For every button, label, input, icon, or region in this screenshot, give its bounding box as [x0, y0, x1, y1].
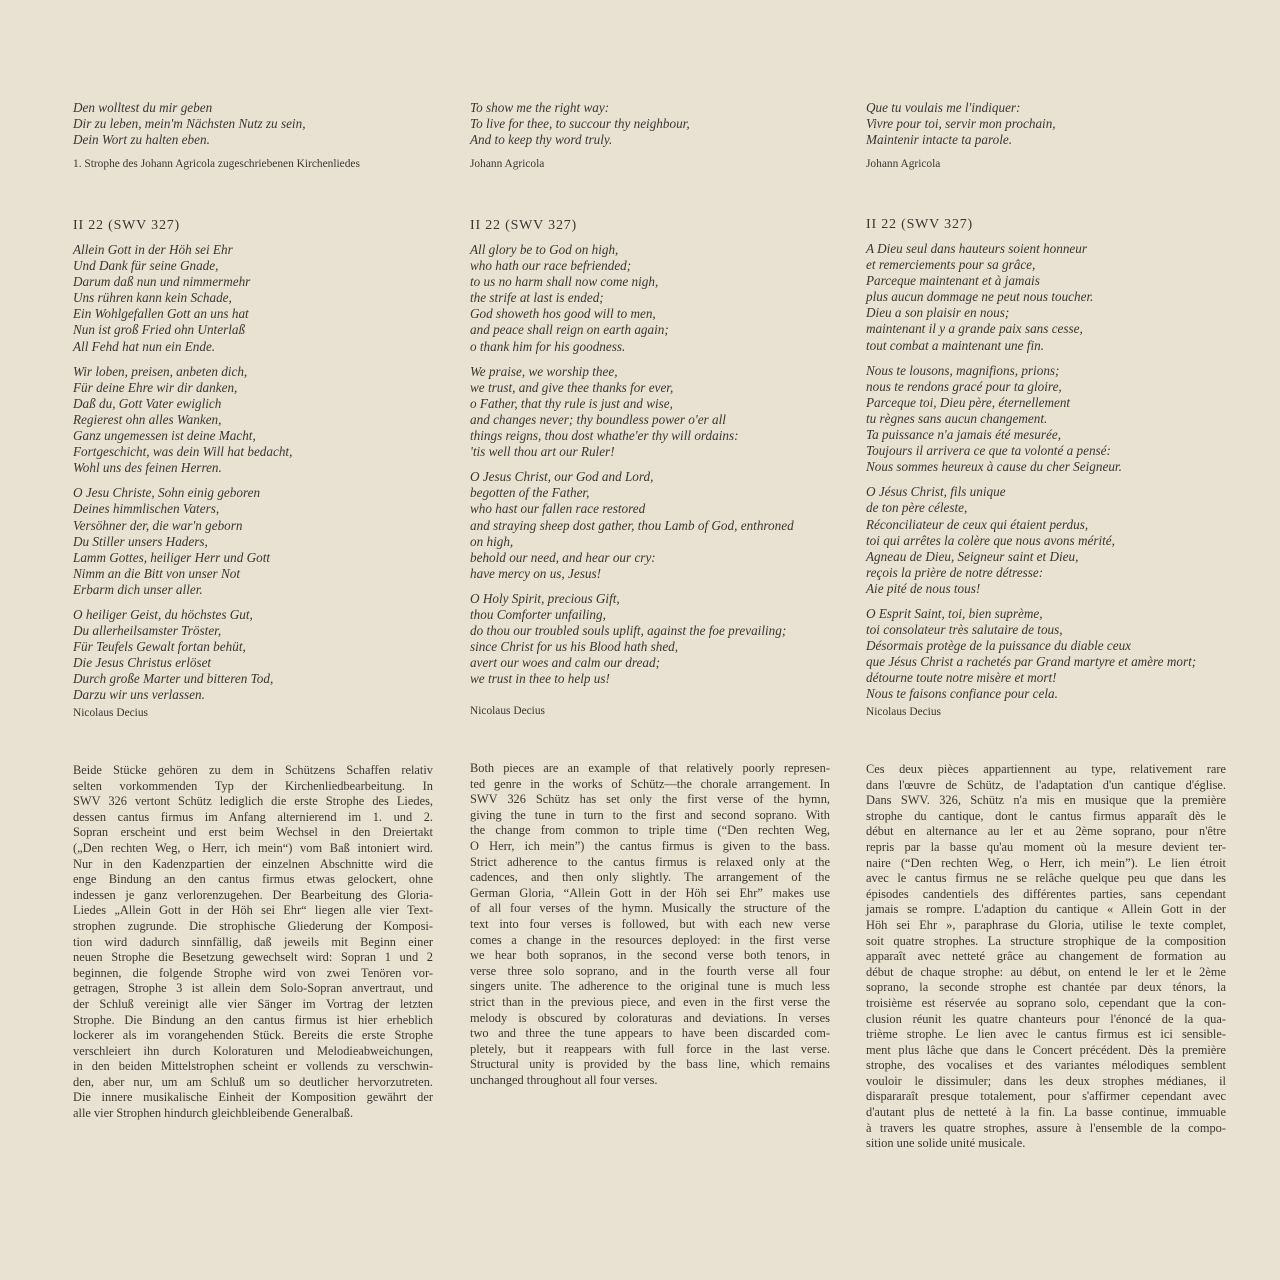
intro-caption-en: Johann Agricola: [470, 158, 545, 170]
verse-line: Erbarm dich unser aller.: [73, 581, 203, 597]
verse-line: Daß du, Gott Vater ewiglich: [73, 395, 222, 411]
hymn-stanzas-fr: [866, 236, 1246, 703]
prose-line: indessen je ganz verlorenzugehen. Der Bearbeitung des Gloria-: [73, 887, 433, 902]
author-en: Nicolaus Decius: [470, 705, 545, 717]
prose-line: getragen, Strophe 3 ist allein dem Solo-Sopran anvertraut, und: [73, 981, 433, 996]
prose-line: two and three the tune appears to have been discarded com-: [470, 1026, 830, 1041]
verse-line: All glory be to God on high,: [470, 242, 619, 257]
intro-verse-en: [470, 100, 850, 148]
verse-line: Lamm Gottes, heiliger Herr und Gott: [73, 549, 271, 565]
verse-line: who hast our fallen race restored: [470, 501, 646, 517]
verse-line: on high,: [470, 533, 514, 549]
verse-line: Parceque maintenant et à jamais: [866, 273, 1040, 289]
verse-line: All Fehd hat nun ein Ende.: [73, 338, 216, 354]
intro-caption-de: 1. Strophe des Johann Agricola zugeschriebenen Kirchenliedes: [73, 158, 360, 170]
verse-line: O Jesu Christe, Sohn einig geboren: [73, 485, 261, 501]
verse-line: Agneau de Dieu, Seigneur saint et Dieu,: [866, 548, 1079, 564]
prose-line: strophe du cantique, dont le cantus firmus apparaît dès le: [866, 808, 1226, 823]
verse-line: o thank him for his goodness.: [470, 338, 626, 354]
prose-line: soit quatre strophes. La structure strophique de la composition: [866, 933, 1226, 948]
verse-line: things reigns, thou dost whathe'er thy will ordains:: [470, 428, 739, 444]
verse-line: A Dieu seul dans hauteurs soient honneur: [866, 241, 1087, 256]
verse-line: Uns rühren kann kein Schade,: [73, 290, 232, 306]
verse-line: Vivre pour toi, servir mon prochain,: [866, 116, 1056, 132]
prose-line: Höh sei Ehr », paraphrase du Gloria, utilise le texte complet,: [866, 917, 1226, 932]
verse-line: and straying sheep dost gather, thou Lamb of God, enthroned: [470, 517, 794, 533]
prose-line: verschleiert ihn durch Koloraturen und Melodieabweichungen,: [73, 1043, 433, 1058]
prose-line: lockerer als im vorangehenden Stück. Bereits die erste Strophe: [73, 1028, 433, 1043]
prose-line: neuen Strophe die Besetzung gewechselt wird: Sopran 1 und 2: [73, 950, 433, 965]
prose-line: épisodes candentiels des différentes parties, sans cependant: [866, 886, 1226, 901]
verse-line: to us no harm shall now come nigh,: [470, 274, 659, 290]
verse-line: Du Stiller unsers Haders,: [73, 533, 208, 549]
verse-line: Nous te lousons, magnifions, prions;: [866, 362, 1060, 378]
verse-line: We praise, we worship thee,: [470, 363, 618, 379]
intro-caption-fr: Johann Agricola: [866, 158, 941, 170]
prose-line: Beide Stücke gehören zu dem in Schützens Schaffen relativ: [73, 763, 433, 777]
verse-line: Aie pité de nous tous!: [866, 580, 981, 596]
commentary-en: [470, 761, 830, 1088]
prose-line: singers unite. The adherence to the original tune is much less: [470, 979, 830, 994]
verse-line: O Esprit Saint, toi, bien suprème,: [866, 605, 1043, 621]
verse-line: Nous te faisons confiance pour cela.: [866, 686, 1058, 702]
verse-line: thou Comforter unfailing,: [470, 606, 606, 622]
verse-line: que Jésus Christ a rachetés par Grand martyre et amère mort;: [866, 654, 1197, 670]
verse-line: Deines himmlischen Vaters,: [73, 501, 220, 517]
stanza: [470, 364, 850, 461]
prose-line: strict than in the previous piece, and even in the first verse the: [470, 994, 830, 1009]
commentary-de: [73, 763, 433, 1122]
prose-line: troisième est réservée au soprano solo, cependant que la con-: [866, 995, 1226, 1010]
prose-line: ted genre in the works of Schütz—the chorale arrangement. In: [470, 776, 830, 791]
prose-line: pletely, but it reappears with full force in the last verse.: [470, 1041, 830, 1056]
prose-line: alle vier Strophen hindurch gleichbleibende Generalbaß.: [73, 1106, 354, 1121]
prose-line: comes a change in the resources deployed: in the first verse: [470, 932, 830, 947]
prose-line: text into four verses is followed, but with each new verse: [470, 916, 830, 931]
stanza: [470, 469, 850, 582]
verse-line: Dieu a son plaisir en nous;: [866, 305, 1010, 321]
prose-line: apparaît avec netteté grâce au changement de formation au: [866, 949, 1226, 964]
verse-line: Toujours il arrivera ce que ta volonté a pensé:: [866, 443, 1111, 459]
prose-line: dans l'œuvre de Schütz, de l'adaptation d'un cantique d'église.: [866, 777, 1226, 792]
prose-line: Dans SWV. 326, Schütz n'a mis en musique que la première: [866, 793, 1226, 808]
prose-line: SWV 326 Schütz has set only the first verse of the hymn,: [470, 792, 830, 807]
verse-line: Réconciliateur de ceux qui étaient perdus,: [866, 516, 1089, 532]
verse-line: avert our woes and calm our dread;: [470, 655, 660, 671]
prose-line: trième strophe. Le lien avec le cantus firmus est ici sensible-: [866, 1027, 1226, 1042]
verse-line: Désormais protège de la puissance du diable ceux: [866, 638, 1132, 654]
intro-verse-de: [73, 100, 453, 148]
verse-line: Regierest ohn alles Wanken,: [73, 411, 222, 427]
prose-line: début en alternance au ler et au 2ème soprano, pour n'être: [866, 824, 1226, 839]
verse-line: Du allerheilsamster Tröster,: [73, 623, 222, 639]
prose-line: strophen zugrunde. Die strophische Gliederung der Komposi-: [73, 918, 433, 933]
verse-line: détourne toute notre misère et mort!: [866, 670, 1057, 686]
prose-line: vouloir le dissimuler; dans les deux strophes médianes, il: [866, 1073, 1226, 1088]
verse-line: Darum daß nun und nimmermehr: [73, 274, 251, 290]
prose-line: in den beiden Mittelstrophen scheint er vollends zu verschwin-: [73, 1059, 433, 1074]
prose-line: à travers les quatre strophes, assure à l'ensemble de la compo-: [866, 1120, 1226, 1135]
verse-line: behold our need, and hear our cry:: [470, 549, 656, 565]
prose-line: début de chaque strophe: au début, on entend le ler et le 2ème: [866, 964, 1226, 979]
verse-line: reçois la prière de notre détresse:: [866, 564, 1044, 580]
stanza: [866, 484, 1246, 597]
verse-line: Wohl uns des feinen Herren.: [73, 460, 222, 476]
hymn-heading-fr: II 22 (SWV 327): [866, 217, 974, 232]
stanza: [470, 591, 850, 688]
prose-line: beginnen, die folgende Strophe wird von zwei Tenören vor-: [73, 965, 433, 980]
verse-line: O Jésus Christ, fils unique: [866, 484, 1006, 500]
verse-line: tu règnes sans aucun changement.: [866, 410, 1048, 426]
stanza: [866, 241, 1246, 354]
prose-line: Strophe. Die Bindung an den cantus firmus ist hier erheblich: [73, 1012, 433, 1027]
verse-line: have mercy on us, Jesus!: [470, 565, 601, 581]
verse-line: Maintenir intacte ta parole.: [866, 132, 1013, 148]
verse-line: o Father, that thy rule is just and wise,: [470, 395, 673, 411]
verse-line: Nous sommes heureux à cause du cher Seigneur.: [866, 459, 1122, 475]
stanza: [73, 242, 453, 355]
prose-line: tion wird dadurch sinnfällig, daß jeweils mit Beginn einer: [73, 934, 433, 949]
stanza: [73, 364, 453, 477]
verse-line: God showeth hos good will to men,: [470, 306, 656, 322]
intro-verse-fr: [866, 100, 1246, 148]
verse-line: toi consolateur très salutaire de tous,: [866, 622, 1063, 638]
prose-line: soprano, la seconde strophe est chantée par deux ténors, la: [866, 980, 1226, 995]
verse-line: Ein Wohlgefallen Gott an uns hat: [73, 306, 249, 322]
verse-line: Die Jesus Christus erlöset: [73, 655, 212, 671]
prose-line: Nur in den Kadenzpartien der einzelnen Abschnitte wird die: [73, 856, 433, 871]
verse-line: do thou our troubled souls uplift, against the foe prevailing;: [470, 623, 787, 639]
verse-line: Dein Wort zu halten eben.: [73, 132, 210, 148]
prose-line: Die innere musikalische Einheit der Komposition gewährt der: [73, 1090, 433, 1105]
prose-line: Structural unity is provided by the bass line, which remains: [470, 1057, 830, 1072]
verse-line: tout combat a maintenant une fin.: [866, 337, 1045, 353]
verse-line: Darzu wir uns verlassen.: [73, 687, 205, 703]
verse-line: Nun ist groß Fried ohn Unterlaß: [73, 322, 246, 338]
prose-line: enge Bindung an den cantus firmus etwas gelockert, ohne: [73, 872, 433, 887]
prose-line: strophe, des vocalises et des variantes mélodiques semblent: [866, 1058, 1226, 1073]
verse-line: Wir loben, preisen, anbeten dich,: [73, 363, 248, 379]
hymn-stanzas-en: [470, 237, 850, 687]
verse-line: To show me the right way:: [470, 100, 610, 115]
hymn-heading-en: II 22 (SWV 327): [470, 218, 578, 233]
prose-line: O Herr, ich mein”) the cantus firmus is given to the bass.: [470, 838, 830, 853]
verse-line: Den wolltest du mir geben: [73, 100, 213, 115]
verse-line: and changes never; thy boundless power o'er all: [470, 411, 726, 427]
verse-line: de ton père céleste,: [866, 500, 968, 516]
prose-line: selten vorkommenden Typ der Kirchenliedbearbeitung. In: [73, 778, 433, 793]
prose-line: naire (“Den rechten Weg, o Herr, ich mein”). Le lien étroit: [866, 855, 1226, 870]
verse-line: and peace shall reign on earth again;: [470, 322, 669, 338]
verse-line: Für Teufels Gewalt fortan behüt,: [73, 639, 246, 655]
hymn-stanzas-de: [73, 237, 453, 704]
prose-line: we hear both sopranos, in the second verse both tenors, in: [470, 948, 830, 963]
verse-line: Fortgeschicht, was dein Will hat bedacht,: [73, 444, 293, 460]
prose-line: Ces deux pièces appartiennent au type, relativement rare: [866, 762, 1226, 776]
verse-line: Allein Gott in der Höh sei Ehr: [73, 242, 233, 257]
verse-line: nous te rendons gracé pour ta gloire,: [866, 378, 1062, 394]
verse-line: Parceque toi, Dieu père, éternellement: [866, 394, 1071, 410]
stanza: [470, 242, 850, 355]
prose-line: den, aber nur, um am Schluß um so deutlicher hervorzutreten.: [73, 1074, 433, 1089]
prose-line: of all four verses of the hymn. Musically the structure of the: [470, 901, 830, 916]
prose-line: („Den rechten Weg, o Herr, ich mein“) vom Baß intoniert wird.: [73, 840, 433, 855]
prose-line: dessen cantus firmus im Anfang alternierend im 1. und 2.: [73, 809, 433, 824]
prose-line: cadences, and then only slightly. The arrangement of the: [470, 870, 830, 885]
prose-line: repris par la basse qu'au moment où la mesure devient ter-: [866, 839, 1226, 854]
stanza: [73, 485, 453, 598]
prose-line: Sopran erscheint und erst beim Wechsel in den Dreiertakt: [73, 825, 433, 840]
verse-line: since Christ for us his Blood hath shed,: [470, 639, 679, 655]
prose-line: unchanged throughout all four verses.: [470, 1072, 658, 1087]
verse-line: Durch große Marter und bitteren Tod,: [73, 671, 274, 687]
verse-line: Versöhner der, die war'n geborn: [73, 517, 243, 533]
prose-line: der Schluß vereinigt alle vier Sänger im Vortrag der letzten: [73, 996, 433, 1011]
stanza: [866, 606, 1246, 703]
prose-line: Liedes „Allein Gott in der Höh sei Ehr“ liegen alle vier Text-: [73, 903, 433, 918]
verse-line: O heiliger Geist, du höchstes Gut,: [73, 606, 253, 622]
verse-line: Ganz ungemessen ist deine Macht,: [73, 428, 256, 444]
verse-line: O Jesus Christ, our God and Lord,: [470, 469, 654, 485]
author-fr: Nicolaus Decius: [866, 706, 941, 718]
author-de: Nicolaus Decius: [73, 707, 148, 719]
commentary-fr: [866, 762, 1226, 1152]
verse-line: Für deine Ehre wir dir danken,: [73, 379, 238, 395]
prose-line: d'autant plus de netteté à la fin. La basse continue, immuable: [866, 1105, 1226, 1120]
prose-line: Both pieces are an example of that relatively poorly represen-: [470, 761, 830, 775]
verse-line: toi qui arrêtes la colère que nous avons mérité,: [866, 532, 1115, 548]
verse-line: O Holy Spirit, precious Gift,: [470, 590, 620, 606]
stanza: [866, 363, 1246, 476]
prose-line: giving the tune in turn to the first and second soprano. With: [470, 807, 830, 822]
hymn-heading-de: II 22 (SWV 327): [73, 218, 181, 233]
prose-line: Strict adherence to the cantus firmus is relaxed only at the: [470, 854, 830, 869]
prose-line: sition une solide unité musicale.: [866, 1136, 1026, 1151]
prose-line: ment plus lâche que dans le Concert précédent. Dès la première: [866, 1042, 1226, 1057]
verse-line: begotten of the Father,: [470, 485, 590, 501]
verse-line: Nimm an die Bitt von unser Not: [73, 565, 241, 581]
prose-line: jamais se rompre. L'adaption du cantique « Allein Gott in der: [866, 902, 1226, 917]
verse-line: we trust, and give thee thanks for ever,: [470, 379, 674, 395]
prose-line: avec le cantus firmus ne se relâche quelque peu que dans les: [866, 871, 1226, 886]
verse-line: who hath our race befriended;: [470, 258, 632, 274]
verse-line: et remerciements pour sa grâce,: [866, 257, 1036, 273]
verse-line: And to keep thy word truly.: [470, 132, 613, 148]
verse-line: maintenant il y a grande paix sans cesse,: [866, 321, 1083, 337]
prose-line: the change from common to triple time (“Den rechten Weg,: [470, 823, 830, 838]
verse-line: Dir zu leben, mein'm Nächsten Nutz zu sein,: [73, 116, 306, 132]
prose-line: verse three solo soprano, and in the fourth verse all four: [470, 963, 830, 978]
stanza: [73, 607, 453, 704]
verse-line: 'tis well thou art our Ruler!: [470, 444, 615, 460]
verse-line: Und Dank für seine Gnade,: [73, 258, 219, 274]
prose-line: dispararaît presque totalement, pour s'affirmer cependant avec: [866, 1089, 1226, 1104]
verse-line: Que tu voulais me l'indiquer:: [866, 100, 1021, 115]
verse-line: Ta puissance n'a jamais été mesurée,: [866, 427, 1061, 443]
prose-line: SWV 326 vertont Schütz lediglich die erste Strophe des Liedes,: [73, 794, 433, 809]
verse-line: the strife at last is ended;: [470, 290, 604, 306]
verse-line: we trust in thee to help us!: [470, 671, 610, 687]
prose-line: clusion réunit les quatre chanteurs pour l'énoncé de la qua-: [866, 1011, 1226, 1026]
prose-line: German Gloria, “Allein Gott in der Höh sei Ehr” makes use: [470, 885, 830, 900]
verse-line: To live for thee, to succour thy neighbour,: [470, 116, 690, 132]
verse-line: plus aucun dommage ne peut nous toucher.: [866, 289, 1094, 305]
prose-line: melody is obscured by coloraturas and deviations. In verses: [470, 1010, 830, 1025]
